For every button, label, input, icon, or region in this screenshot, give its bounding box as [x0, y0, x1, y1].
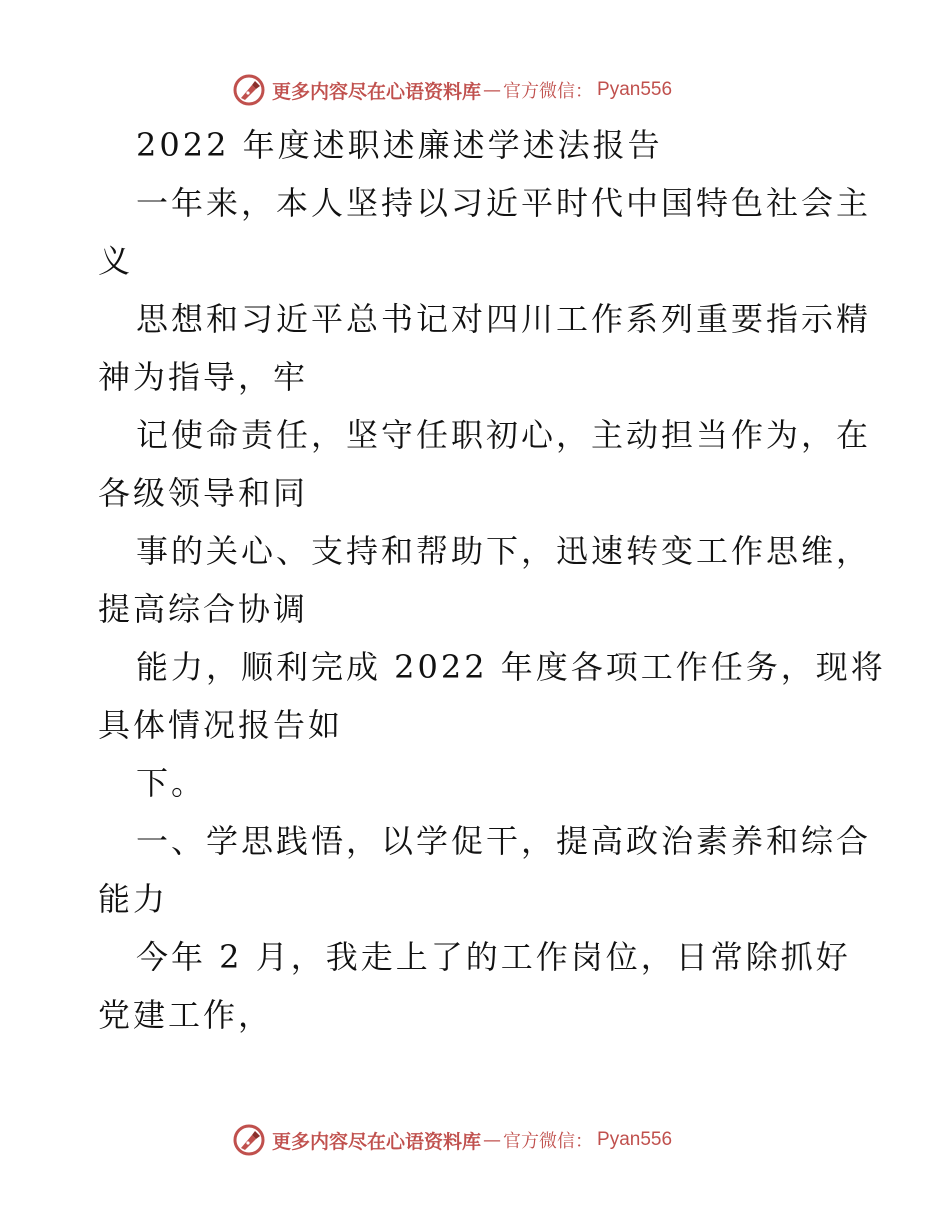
section-heading-line: 能力 — [98, 880, 169, 918]
watermark-label: 官方微信： — [503, 1131, 594, 1152]
paragraph-line: 提高综合协调 — [98, 590, 309, 628]
footer-watermark — [232, 1120, 672, 1160]
paragraph-line: 神为指导，牢 — [98, 358, 309, 396]
paragraph-line: 今年 2 月，我走上了的工作岗位，日常除抓好 — [136, 938, 851, 976]
paragraph-line: 党建工作， — [98, 996, 274, 1034]
watermark-wechat-id: Pyan556 — [597, 1129, 673, 1150]
paragraph-line: 能力，顺利完成 2022 年度各项工作任务，现将 — [136, 648, 886, 686]
watermark-main-text: 更多内容尽在心语资料库 — [272, 1130, 482, 1153]
paragraph-line: 记使命责任，坚守任职初心，主动担当作为，在 — [136, 416, 872, 454]
pen-nib-circle-icon — [232, 1123, 266, 1157]
paragraph-line: 各级领导和同 — [98, 474, 309, 512]
watermark-main-text: 更多内容尽在心语资料库 — [272, 80, 482, 103]
watermark-separator: — — [483, 79, 502, 101]
watermark-separator: — — [483, 1129, 502, 1151]
paragraph-line: 具体情况报告如 — [98, 706, 344, 744]
paragraph-line: 下。 — [136, 764, 207, 802]
paragraph-line: 一年来，本人坚持以习近平时代中国特色社会主 — [136, 184, 872, 222]
watermark-label: 官方微信： — [503, 81, 594, 102]
paragraph-line: 事的关心、支持和帮助下，迅速转变工作思维， — [136, 532, 872, 570]
paragraph-line: 思想和习近平总书记对四川工作系列重要指示精 — [136, 300, 872, 338]
watermark-wechat-id: Pyan556 — [597, 79, 673, 100]
document-title: 2022 年度述职述廉述学述法报告 — [136, 126, 663, 164]
header-watermark — [232, 70, 672, 110]
paragraph-line: 义 — [98, 242, 134, 280]
section-heading-line: 一、学思践悟，以学促干，提高政治素养和综合 — [136, 822, 872, 860]
pen-nib-circle-icon — [232, 73, 266, 107]
